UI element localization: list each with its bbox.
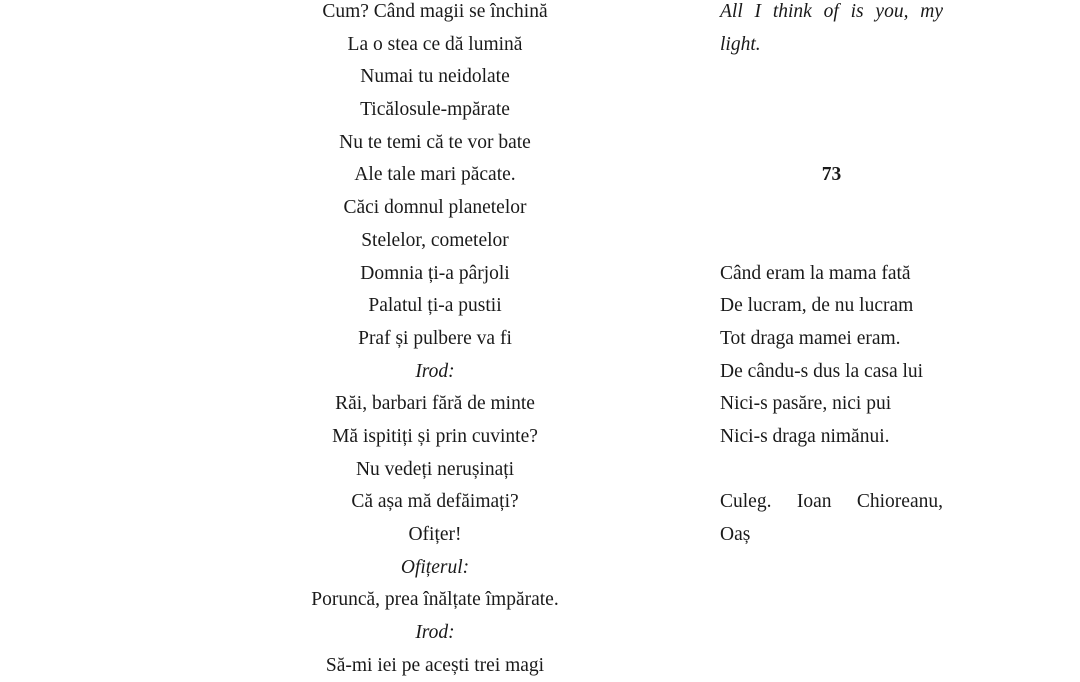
song-verse-line: Când eram la mama fată [720,262,911,284]
word: is [850,1,864,22]
song-verse-line: De cându-s dus la casa lui [720,360,924,382]
verse-line: Răi, barbari fără de minte [335,393,535,415]
spacer [720,454,943,487]
verse-line: Stelelor, cometelor [361,229,509,251]
word: All [720,1,743,22]
word: Culeg. [720,491,772,513]
verse-line: Ale tale mari păcate. [354,164,516,186]
speaker-label: Ofițerul: [400,556,470,578]
verse-line: Praf și pulbere va fi [358,327,512,349]
speaker-label: Irod: [415,622,455,644]
speaker-label: Irod: [415,360,455,382]
verse-line: Numai tu neidolate [360,66,510,88]
word: I [754,1,762,22]
collector-line: Oaș [720,524,751,545]
verse-line: Să-mi iei pe acești trei magi [325,654,545,676]
verse-line: Nu te temi că te vor bate [339,131,531,153]
spacer [720,127,943,160]
translation-line [720,0,943,29]
verse-line: Poruncă, prea înălțate împărate. [311,589,559,611]
word: Chioreanu, [856,491,943,513]
song-verses [720,258,943,454]
spacer [720,94,943,127]
song-verse-line: Nici-s pasăre, nici pui [720,393,892,415]
verse-line: Căci domnul planetelor [343,197,527,219]
word: my [920,1,943,22]
spacer [720,192,943,225]
word: you, [875,1,909,22]
verse-line: La o stea ce dă lumină [347,33,523,55]
spacer [720,61,943,94]
word: think [772,1,812,22]
song-verse-line: Nici-s draga nimănui. [720,425,890,447]
word: Ioan [796,491,832,513]
song-number: 73 [821,164,842,186]
spacer [720,225,943,258]
left-column-verses [270,0,600,682]
verse-line: Nu vedeți nerușinați [355,458,515,480]
song-verse-line: De lucram, de nu lucram [720,295,914,317]
translation-line: light. [720,33,761,55]
collector-line [720,486,943,519]
right-column [720,0,943,552]
verse-line: Mă ispitiți și prin cuvinte? [332,425,538,447]
verse-line: Ofițer! [408,524,462,545]
verse-line: Cum? Când magii se închină [322,1,548,22]
song-verse-line: Tot draga mamei eram. [720,327,901,349]
verse-line: Palatul ți-a pustii [368,295,502,317]
verse-line: Domnia ți-a pârjoli [360,262,510,284]
verse-line: Ticălosule-mpărate [360,99,510,121]
word: of [823,1,839,22]
verse-line: Că așa mă defăimați? [351,491,519,513]
